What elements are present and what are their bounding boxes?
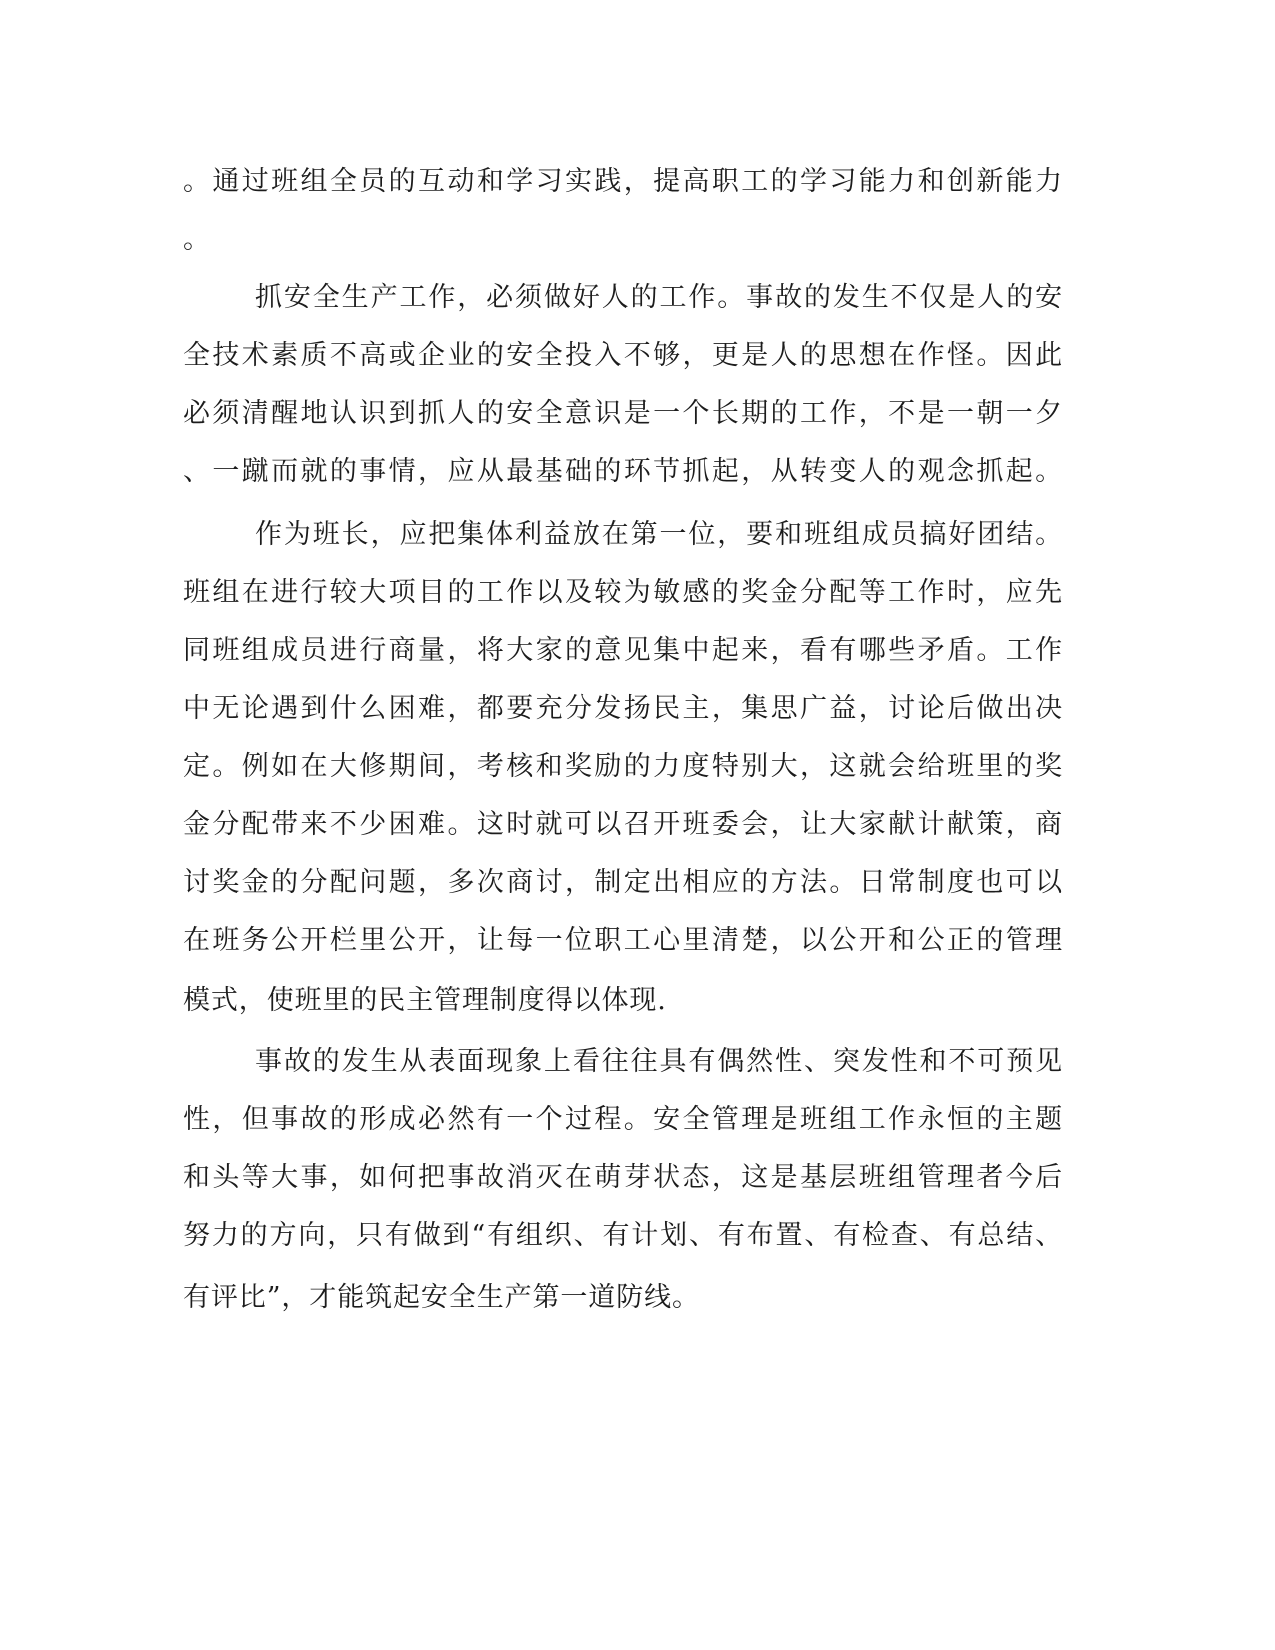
paragraph-2-line-1: 抓安全生产工作，必须做好人的工作。事故的发生不仅是人的安 <box>255 282 1063 313</box>
paragraph-4-line-4: 努力的方向，只有做到“有组织、有计划、有布置、有检查、有总结、 <box>183 1220 1063 1251</box>
paragraph-3-line-6: 金分配带来不少困难。这时就可以召开班委会，让大家献计献策，商 <box>183 809 1063 840</box>
paragraph-1-line-1: 。通过班组全员的互动和学习实践，提高职工的学习能力和创新能力 <box>183 166 1063 197</box>
paragraph-3-line-2: 班组在进行较大项目的工作以及较为敏感的奖金分配等工作时，应先 <box>183 577 1063 608</box>
paragraph-3-line-4: 中无论遇到什么困难，都要充分发扬民主，集思广益，讨论后做出决 <box>183 693 1063 724</box>
paragraph-4-line-5: 有评比”，才能筑起安全生产第一道防线。 <box>183 1282 700 1313</box>
paragraph-4-line-2: 性，但事故的形成必然有一个过程。安全管理是班组工作永恒的主题 <box>183 1104 1063 1135</box>
paragraph-3-line-7: 讨奖金的分配问题，多次商讨，制定出相应的方法。日常制度也可以 <box>183 867 1063 898</box>
paragraph-2-line-3: 必须清醒地认识到抓人的安全意识是一个长期的工作，不是一朝一夕 <box>183 398 1063 429</box>
paragraph-2-line-2: 全技术素质不高或企业的安全投入不够，更是人的思想在作怪。因此 <box>183 340 1063 371</box>
paragraph-1-line-2: 。 <box>183 224 211 255</box>
paragraph-3-line-3: 同班组成员进行商量，将大家的意见集中起来，看有哪些矛盾。工作 <box>183 635 1063 666</box>
paragraph-3-line-9: 模式，使班里的民主管理制度得以体现. <box>183 985 667 1016</box>
paragraph-4-line-1: 事故的发生从表面现象上看往往具有偶然性、突发性和不可预见 <box>255 1046 1063 1077</box>
paragraph-3-line-1: 作为班长，应把集体利益放在第一位，要和班组成员搞好团结。 <box>255 519 1063 550</box>
paragraph-3-line-5: 定。例如在大修期间，考核和奖励的力度特别大，这就会给班里的奖 <box>183 751 1063 782</box>
paragraph-4-line-3: 和头等大事，如何把事故消灭在萌芽状态，这是基层班组管理者今后 <box>183 1162 1063 1193</box>
paragraph-3-line-8: 在班务公开栏里公开，让每一位职工心里清楚，以公开和公正的管理 <box>183 925 1063 956</box>
paragraph-2-line-4: 、一蹴而就的事情，应从最基础的环节抓起，从转变人的观念抓起。 <box>183 456 1063 487</box>
